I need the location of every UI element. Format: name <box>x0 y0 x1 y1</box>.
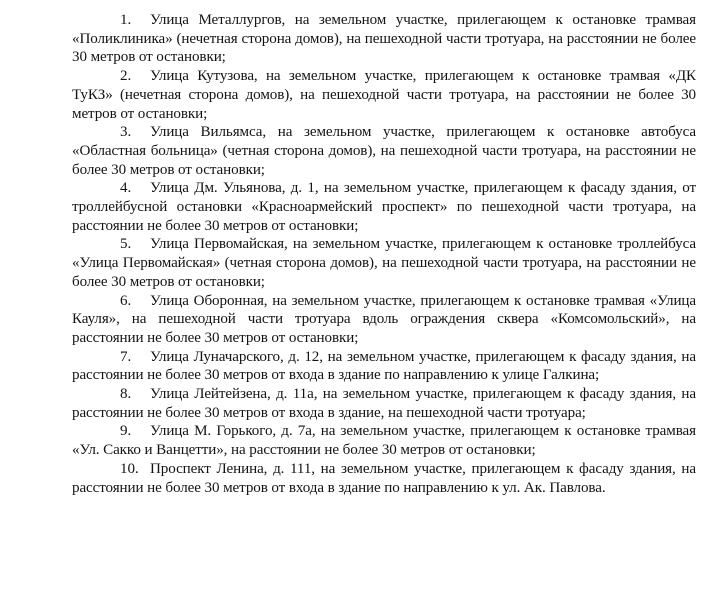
item-number: 7. <box>120 348 132 365</box>
item-text: Улица Первомайская, на земельном участке, прилегающем к остановке троллейбуса «Улица Первомайская» (четная сторона домов), на пешеходной части тротуара, на расстоянии не более 30 метров от остановки; <box>72 236 696 290</box>
list-item <box>72 348 696 385</box>
item-number: 8. <box>120 386 132 403</box>
item-text: Улица М. Горького, д. 7а, на земельном участке, прилегающем к остановке трамвая «Ул. Сакко и Ванцетти», на расстоянии не более 30 метров от остановки; <box>72 423 696 459</box>
item-number: 1. <box>120 12 132 28</box>
item-number: 3. <box>120 124 132 141</box>
list-item <box>72 385 696 422</box>
document-page <box>72 11 696 497</box>
list-item <box>72 292 696 348</box>
item-number: 5. <box>120 236 132 253</box>
item-number: 4. <box>120 180 132 197</box>
list-item <box>72 179 696 235</box>
item-text: Проспект Ленина, д. 111, на земельном участке, прилегающем к фасаду здания, на расстоянии не более 30 метров от входа в здание по направлению к ул. Ак. Павлова. <box>72 460 696 496</box>
list-item <box>72 123 696 179</box>
list-item <box>72 67 696 123</box>
item-text: Улица Дм. Ульянова, д. 1, на земельном участке, прилегающем к фасаду здания, от троллейбусной остановки «Красноармейский проспект» по пешеходной части тротуара, на расстоянии не более 30 метров от остановки; <box>72 180 696 234</box>
list-item <box>72 11 696 67</box>
item-number: 2. <box>120 68 132 85</box>
list-item <box>72 422 696 459</box>
item-text: Улица Металлургов, на земельном участке, прилегающем к остановке трамвая «Поликлиника» (нечетная сторона домов), на пешеходной части тротуара, на расстоянии не более 30 метров от остановки; <box>72 12 696 66</box>
list-item <box>72 235 696 291</box>
item-text: Улица Кутузова, на земельном участке, прилегающем к остановке трамвая «ДК ТуКЗ» (нечетная сторона домов), на пешеходной части тротуара, на расстоянии не более 30 метров от остановки; <box>72 68 696 122</box>
list-item <box>72 460 696 497</box>
item-text: Улица Лейтейзена, д. 11а, на земельном участке, прилегающем к фасаду здания, на расстоянии не более 30 метров от входа в здание, на пешеходной части тротуара; <box>72 386 696 421</box>
item-number: 9. <box>120 423 132 440</box>
item-number: 10. <box>120 460 139 477</box>
item-number: 6. <box>120 292 132 309</box>
item-text: Улица Вильямса, на земельном участке, прилегающем к остановке автобуса «Областная больница» (четная сторона домов), на пешеходной части тротуара, на расстоянии не более 30 метров от остановки; <box>72 124 696 178</box>
item-text: Улица Оборонная, на земельном участке, прилегающем к остановке трамвая «Улица Кауля», на пешеходной части тротуара вдоль ограждения сквера «Комсомольский», на расстоянии не более 30 метров от остановки; <box>72 292 696 346</box>
item-text: Улица Луначарского, д. 12, на земельном участке, прилегающем к фасаду здания, на расстоянии не более 30 метров от входа в здание по направлению к улице Галкина; <box>72 348 696 384</box>
